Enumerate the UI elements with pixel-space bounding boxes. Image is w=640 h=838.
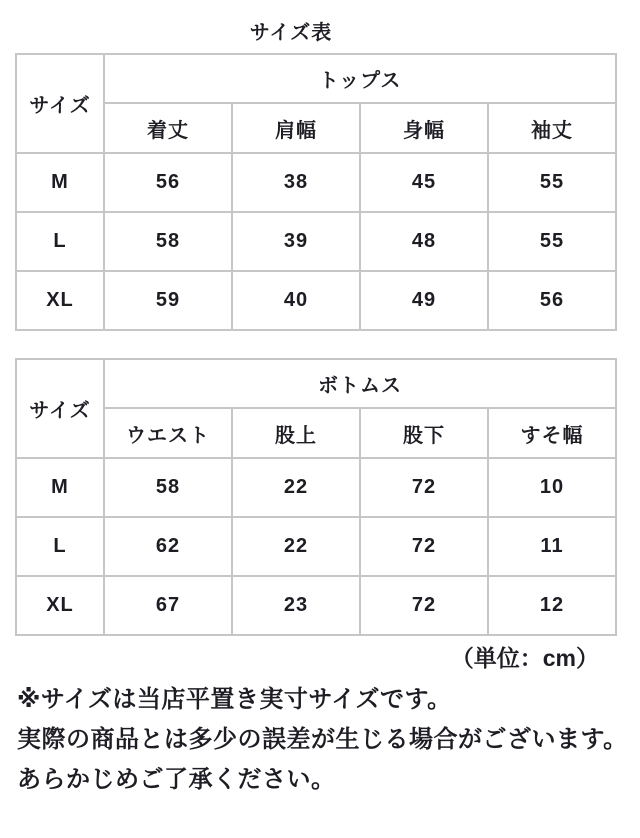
- value-cell: 22: [232, 458, 360, 517]
- size-chart-page: [0, 16, 640, 838]
- value-cell: 22: [232, 517, 360, 576]
- table-row: [16, 153, 616, 212]
- column-header: 袖丈: [488, 103, 616, 153]
- value-cell: 72: [360, 458, 488, 517]
- column-header: 身幅: [360, 103, 488, 153]
- tops-size-table: [15, 53, 617, 331]
- column-header: 着丈: [104, 103, 232, 153]
- value-cell: 55: [488, 212, 616, 271]
- value-cell: 72: [360, 517, 488, 576]
- bottoms-size-table: [15, 358, 617, 636]
- value-cell: 38: [232, 153, 360, 212]
- value-cell: 40: [232, 271, 360, 330]
- table-row: [16, 103, 616, 153]
- value-cell: 11: [488, 517, 616, 576]
- disclaimer-line: 実際の商品とは多少の誤差が生じる場合がございます。: [17, 726, 628, 753]
- value-cell: 12: [488, 576, 616, 635]
- value-cell: 58: [104, 458, 232, 517]
- size-cell: L: [16, 517, 104, 576]
- column-header: 股上: [232, 408, 360, 458]
- value-cell: 10: [488, 458, 616, 517]
- table-row: [16, 517, 616, 576]
- group-header-bottoms: ボトムス: [104, 359, 616, 408]
- value-cell: 39: [232, 212, 360, 271]
- table-row: [16, 212, 616, 271]
- table-row: [16, 359, 616, 408]
- size-cell: M: [16, 153, 104, 212]
- value-cell: 62: [104, 517, 232, 576]
- size-cell: M: [16, 458, 104, 517]
- table-row: [16, 271, 616, 330]
- value-cell: 49: [360, 271, 488, 330]
- table-row: [16, 458, 616, 517]
- page-title: サイズ表: [249, 22, 333, 44]
- table-row: [16, 408, 616, 458]
- disclaimer-notes: [17, 680, 640, 800]
- value-cell: 55: [488, 153, 616, 212]
- column-header: 肩幅: [232, 103, 360, 153]
- value-cell: 23: [232, 576, 360, 635]
- value-cell: 59: [104, 271, 232, 330]
- group-header-tops: トップス: [104, 54, 616, 103]
- size-cell: XL: [16, 271, 104, 330]
- table-row: [16, 54, 616, 103]
- value-cell: 45: [360, 153, 488, 212]
- size-column-header: サイズ: [16, 54, 104, 153]
- column-header: すそ幅: [488, 408, 616, 458]
- value-cell: 48: [360, 212, 488, 271]
- table-row: [16, 576, 616, 635]
- size-column-header: サイズ: [16, 359, 104, 458]
- size-cell: L: [16, 212, 104, 271]
- size-cell: XL: [16, 576, 104, 635]
- unit-note: （単位：cm）: [450, 645, 599, 671]
- value-cell: 72: [360, 576, 488, 635]
- column-header: ウエスト: [104, 408, 232, 458]
- value-cell: 58: [104, 212, 232, 271]
- column-header: 股下: [360, 408, 488, 458]
- value-cell: 56: [488, 271, 616, 330]
- value-cell: 67: [104, 576, 232, 635]
- disclaimer-line: あらかじめご了承ください。: [17, 766, 336, 793]
- disclaimer-line: ※サイズは当店平置き実寸サイズです。: [17, 686, 452, 713]
- value-cell: 56: [104, 153, 232, 212]
